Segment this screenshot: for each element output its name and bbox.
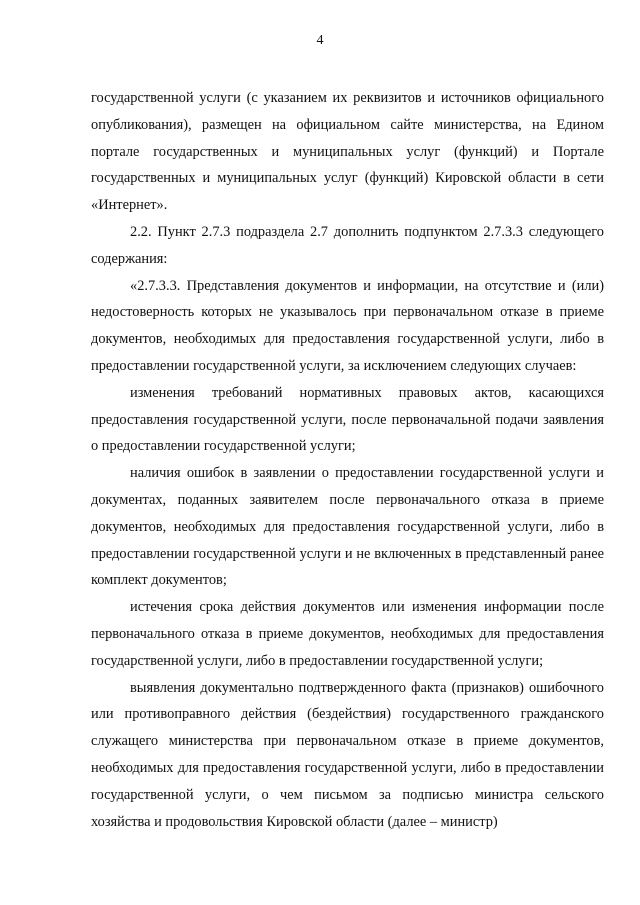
paragraph-case-errors: наличия ошибок в заявлении о предоставлении государственной услуги и документах, поданных заявителем после первоначального отказа в приеме документов, необходимых для предоставления государственной услуги, либо в предоставлении государственной услуги и не включенных в представленный ранее комплект документов; <box>91 465 604 589</box>
page-number: 4 <box>316 33 324 48</box>
paragraph-case-expiry: истечения срока действия документов или изменения информации после первоначального отказа в приеме документов, необходимых для предоставления государственной услуги, либо в предоставлении государственной услуги; <box>91 599 604 669</box>
paragraph-continuation: государственной услуги (с указанием их реквизитов и источников официального опубликования), размещен на официальном сайте министерства, на Едином портале государственных и муниципальных услуг (функций) и Портале государственных и муниципальных услуг (функций) Кировской области в сети «Интернет». <box>91 90 604 214</box>
paragraph-subitem-2-7-3-3: «2.7.3.3. Представления документов и информации, на отсутствие и (или) недостоверность которых не указывалось при первоначальном отказе в приеме документов, необходимых для предоставления государственной услуги, либо в предоставлении государственной услуги, за исключением следующих случаев: <box>91 277 604 374</box>
document-body <box>91 85 604 835</box>
paragraph-case-unlawful-action: выявления документально подтвержденного факта (признаков) ошибочного или противоправного действия (бездействия) государственного гражданского служащего министерства при первоначальном отказе в приеме документов, необходимых для предоставления государственной услуги, либо в предоставлении государственной услуги, о чем письмом за подписью министра сельского хозяйства и продовольствия Кировской области (далее – министр) <box>91 679 604 830</box>
paragraph-case-requirements-change: изменения требований нормативных правовых актов, касающихся предоставления государственной услуги, после первоначальной подачи заявления о предоставлении государственной услуги; <box>91 384 604 455</box>
paragraph-item-2-2: 2.2. Пункт 2.7.3 подраздела 2.7 дополнить подпунктом 2.7.3.3 следующего содержания: <box>91 223 604 267</box>
